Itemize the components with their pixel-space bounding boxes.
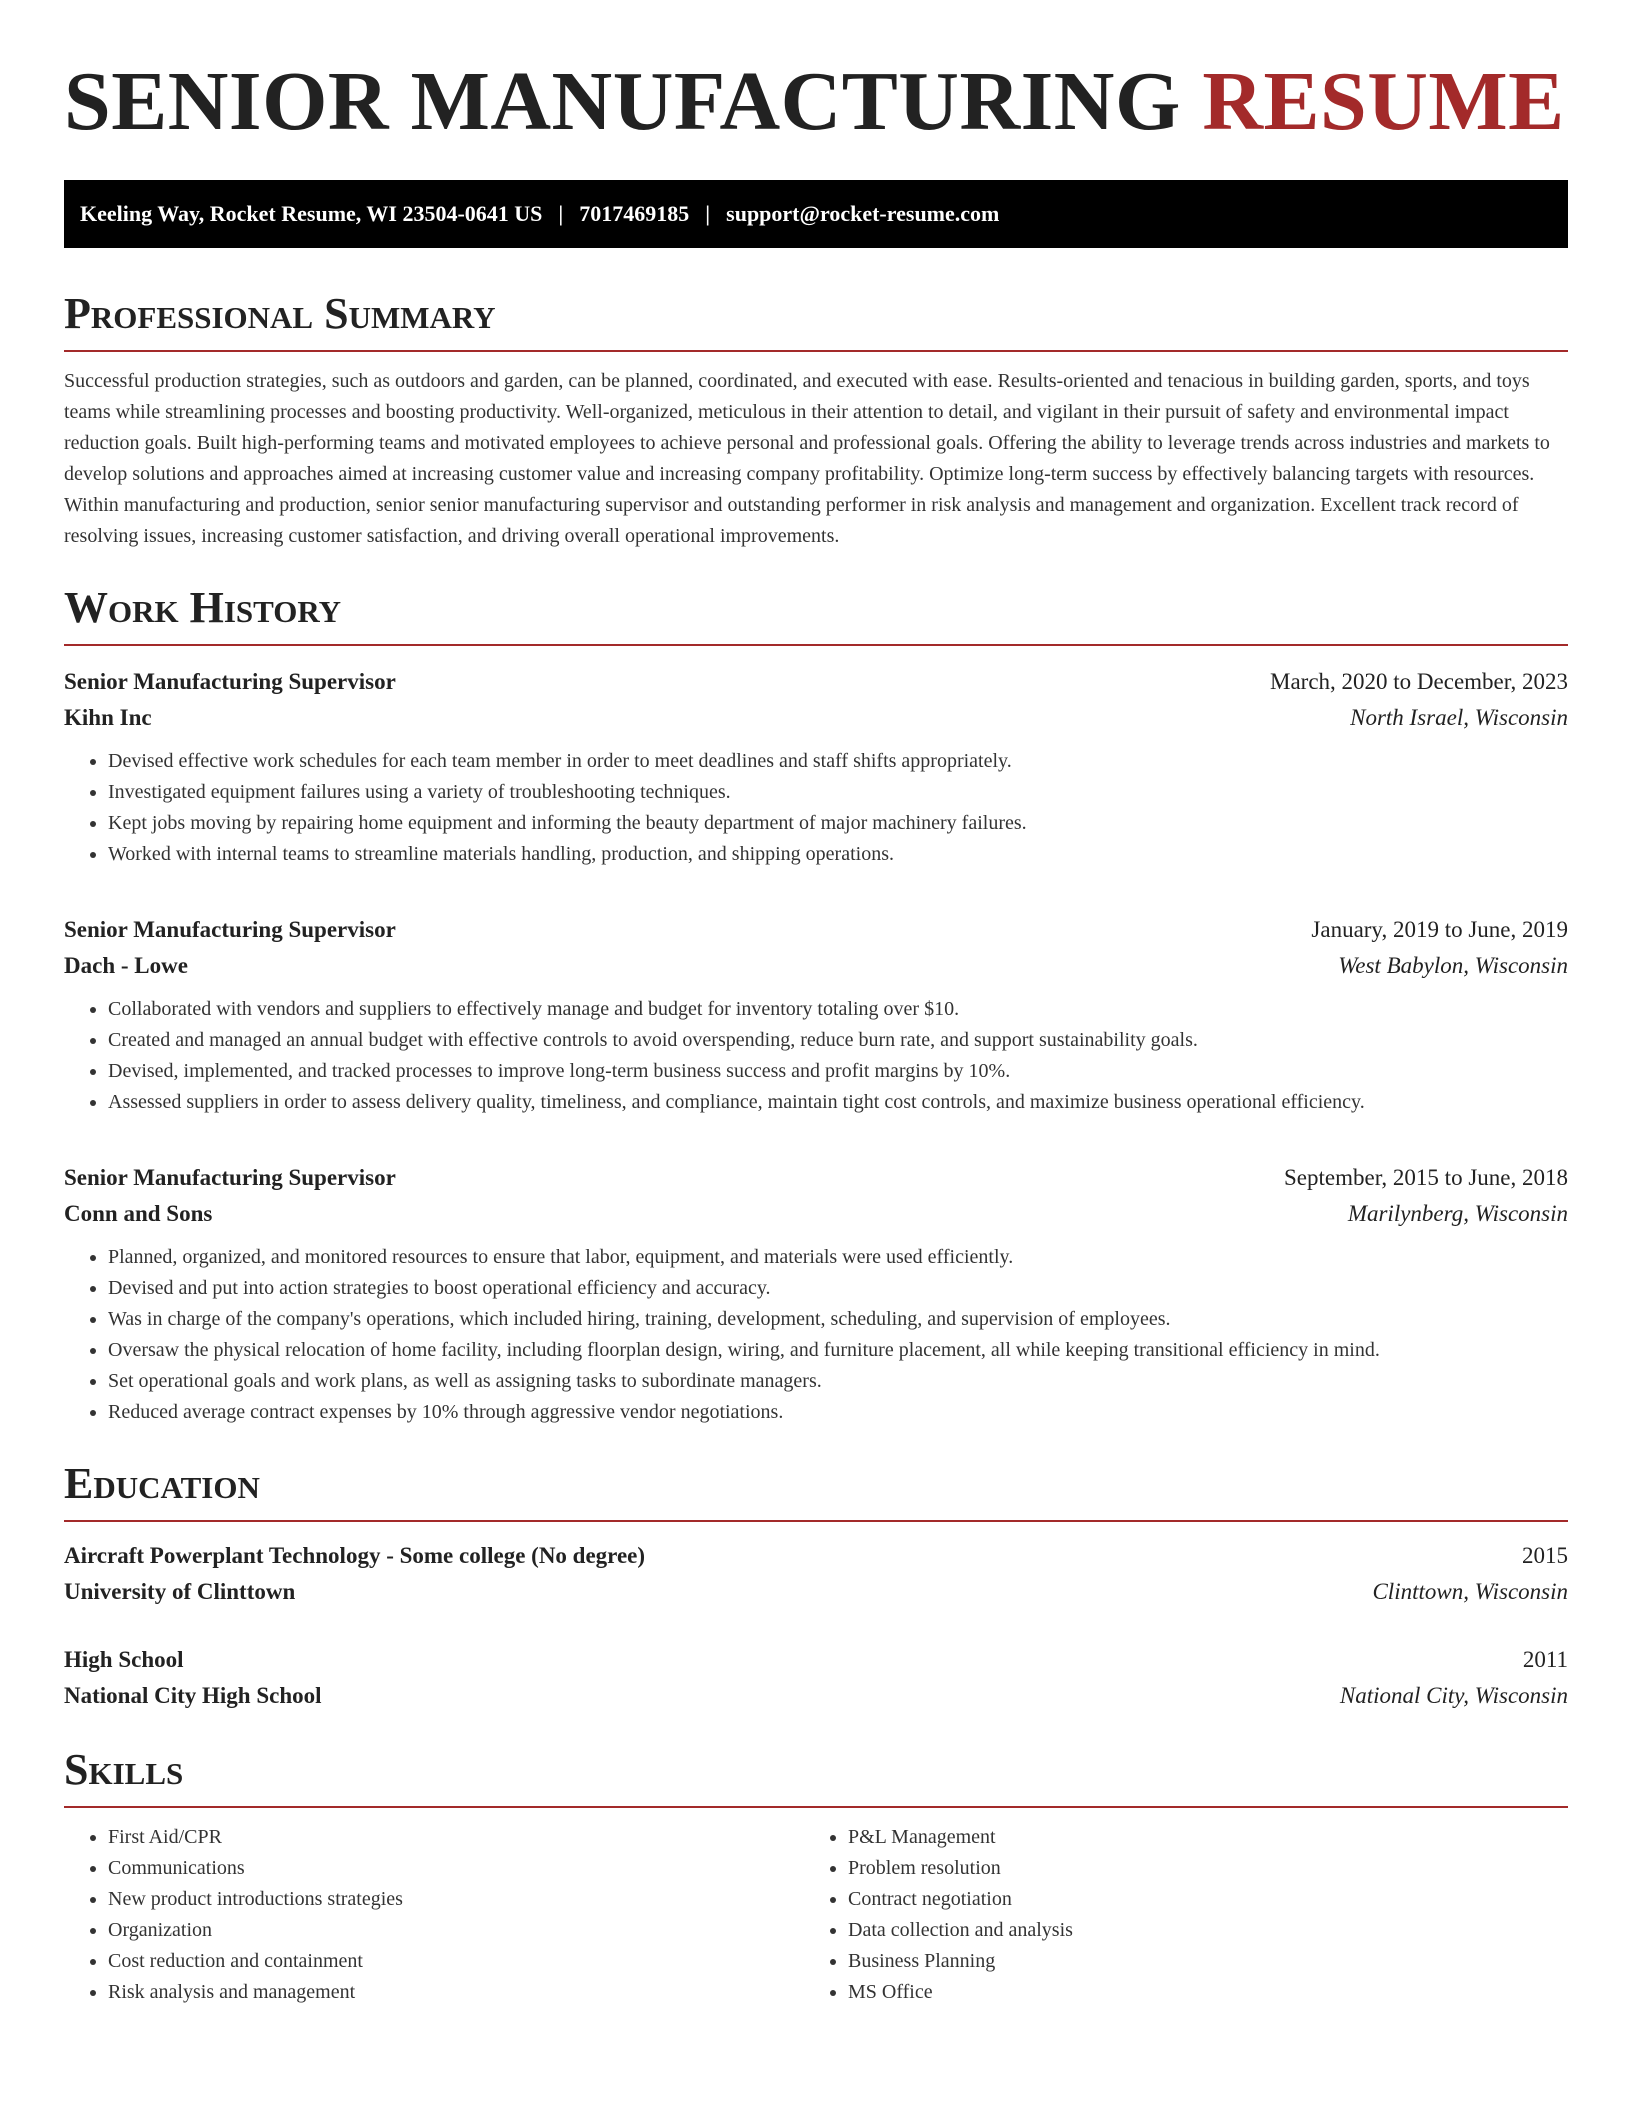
- job-header-row: [64, 912, 1568, 948]
- job-company-row: [64, 700, 1568, 736]
- job-company: Dach - Lowe: [64, 953, 188, 978]
- contact-bar: [64, 180, 1568, 248]
- job-bullet: • Devised and put into action strategies to boost operational efficiency and accuracy.: [108, 1273, 1568, 1304]
- skill-item: • MS Office: [848, 1977, 1544, 2008]
- education-school: University of Clinttown: [64, 1579, 296, 1604]
- title-accent: RESUME: [1202, 55, 1565, 148]
- job-bullets: [64, 746, 1568, 870]
- education-entry: [64, 1642, 1568, 1714]
- job-bullet: • Investigated equipment failures using a variety of troubleshooting techniques.: [108, 777, 1568, 808]
- skill-item: • P&L Management: [848, 1822, 1544, 1853]
- job-bullet: • Devised, implemented, and tracked processes to improve long-term business success and profit margins by 10%.: [108, 1056, 1568, 1087]
- job-bullet: • Set operational goals and work plans, as well as assigning tasks to subordinate managers.: [108, 1366, 1568, 1397]
- job-bullet: • Devised effective work schedules for each team member in order to meet deadlines and staff shifts appropriately.: [108, 746, 1568, 777]
- work-history-heading: Work History: [64, 582, 1568, 646]
- summary-section: [64, 288, 1568, 552]
- skill-item: • Problem resolution: [848, 1853, 1544, 1884]
- job-bullet: • Oversaw the physical relocation of home facility, including floorplan design, wiring, and furniture placement, all while keeping transitional efficiency in mind.: [108, 1335, 1568, 1366]
- education-school: National City High School: [64, 1683, 322, 1708]
- job-location: West Babylon, Wisconsin: [1338, 953, 1568, 978]
- job-bullet: • Kept jobs moving by repairing home equipment and informing the beauty department of major machinery failures.: [108, 808, 1568, 839]
- education-degree: Aircraft Powerplant Technology - Some college (No degree): [64, 1543, 646, 1568]
- summary-heading: Professional Summary: [64, 288, 1568, 352]
- education-location: National City, Wisconsin: [1339, 1683, 1568, 1708]
- job-title: Senior Manufacturing Supervisor: [64, 1165, 396, 1190]
- education-year: 2011: [1522, 1647, 1568, 1672]
- resume-title: [64, 52, 1568, 152]
- education-section: [64, 1458, 1568, 1714]
- job-title: Senior Manufacturing Supervisor: [64, 917, 396, 942]
- education-school-row: [64, 1678, 1568, 1714]
- education-degree: High School: [64, 1647, 184, 1672]
- contact-phone: 7017469185: [579, 201, 690, 226]
- education-heading: Education: [64, 1458, 1568, 1522]
- job-company: Kihn Inc: [64, 705, 152, 730]
- job-company-row: [64, 1196, 1568, 1232]
- contact-address: Keeling Way, Rocket Resume, WI 23504-0641 US: [80, 201, 543, 226]
- education-entry: [64, 1538, 1568, 1610]
- job-company: Conn and Sons: [64, 1201, 213, 1226]
- skill-item: • Contract negotiation: [848, 1884, 1544, 1915]
- job-company-row: [64, 948, 1568, 984]
- contact-separator: |: [558, 201, 564, 226]
- education-degree-row: [64, 1642, 1568, 1678]
- job-dates: March, 2020 to December, 2023: [1270, 669, 1568, 694]
- education-school-row: [64, 1574, 1568, 1610]
- job-bullet: • Reduced average contract expenses by 10% through aggressive vendor negotiations.: [108, 1397, 1568, 1428]
- job-location: Marilynberg, Wisconsin: [1347, 1201, 1568, 1226]
- skill-item: • New product introductions strategies: [108, 1884, 804, 1915]
- skill-item: • Business Planning: [848, 1946, 1544, 1977]
- job-header-row: [64, 1160, 1568, 1196]
- skills-section: [64, 1744, 1568, 2008]
- skills-list-left: [64, 1822, 804, 2008]
- contact-separator: |: [705, 201, 711, 226]
- skill-item: • Risk analysis and management: [108, 1977, 804, 2008]
- job-bullets: [64, 1242, 1568, 1428]
- job-bullet: • Worked with internal teams to streamline materials handling, production, and shipping operations.: [108, 839, 1568, 870]
- education-year: 2015: [1522, 1543, 1568, 1568]
- job-bullet: • Collaborated with vendors and suppliers to effectively manage and budget for inventory totaling over $10.: [108, 994, 1568, 1025]
- job-bullet: • Planned, organized, and monitored resources to ensure that labor, equipment, and materials were used efficiently.: [108, 1242, 1568, 1273]
- job-bullet: • Assessed suppliers in order to assess delivery quality, timeliness, and compliance, maintain tight cost controls, and maximize business operational efficiency.: [108, 1087, 1568, 1118]
- job-dates: September, 2015 to June, 2018: [1284, 1165, 1568, 1190]
- job-dates: January, 2019 to June, 2019: [1311, 917, 1568, 942]
- job-bullet: • Was in charge of the company's operations, which included hiring, training, development, scheduling, and supervision of employees.: [108, 1304, 1568, 1335]
- education-location: Clinttown, Wisconsin: [1372, 1579, 1568, 1604]
- education-degree-row: [64, 1538, 1568, 1574]
- skill-item: • Cost reduction and containment: [108, 1946, 804, 1977]
- job-header-row: [64, 664, 1568, 700]
- skills-list-right: [804, 1822, 1544, 2008]
- job-entry: [64, 1160, 1568, 1428]
- job-entry: [64, 912, 1568, 1118]
- job-bullets: [64, 994, 1568, 1118]
- summary-text: Successful production strategies, such as outdoors and garden, can be planned, coordinated, and executed with ease. Results-oriented and tenacious in building garden, sports, and toys teams while streamlining processes and boosting productivity. Well-organized, meticulous in their attention to detail, and vigilant in their pursuit of safety and environmental impact reduction goals. Built high-performing teams and motivated employees to achieve personal and professional goals. Offering the ability to leverage trends across industries and markets to develop solutions and approaches aimed at increasing customer value and increasing company profitability. Optimize long-term success by effectively balancing targets with resources. Within manufacturing and production, senior senior manufacturing supervisor and outstanding performer in risk analysis and management and organization. Excellent track record of resolving issues, increasing customer satisfaction, and driving overall operational improvements.: [64, 370, 1550, 547]
- skill-item: • Data collection and analysis: [848, 1915, 1544, 1946]
- contact-email: support@rocket-resume.com: [726, 201, 1000, 226]
- skill-item: • First Aid/CPR: [108, 1822, 804, 1853]
- skill-item: • Communications: [108, 1853, 804, 1884]
- job-bullet: • Created and managed an annual budget with effective controls to avoid overspending, reduce burn rate, and support sustainability goals.: [108, 1025, 1568, 1056]
- work-history-section: [64, 582, 1568, 1428]
- title-main: SENIOR MANUFACTURING: [64, 55, 1181, 148]
- job-entry: [64, 664, 1568, 870]
- skills-columns: [64, 1822, 1568, 2008]
- job-title: Senior Manufacturing Supervisor: [64, 669, 396, 694]
- job-location: North Israel, Wisconsin: [1350, 705, 1568, 730]
- skill-item: • Organization: [108, 1915, 804, 1946]
- skills-heading: Skills: [64, 1744, 1568, 1808]
